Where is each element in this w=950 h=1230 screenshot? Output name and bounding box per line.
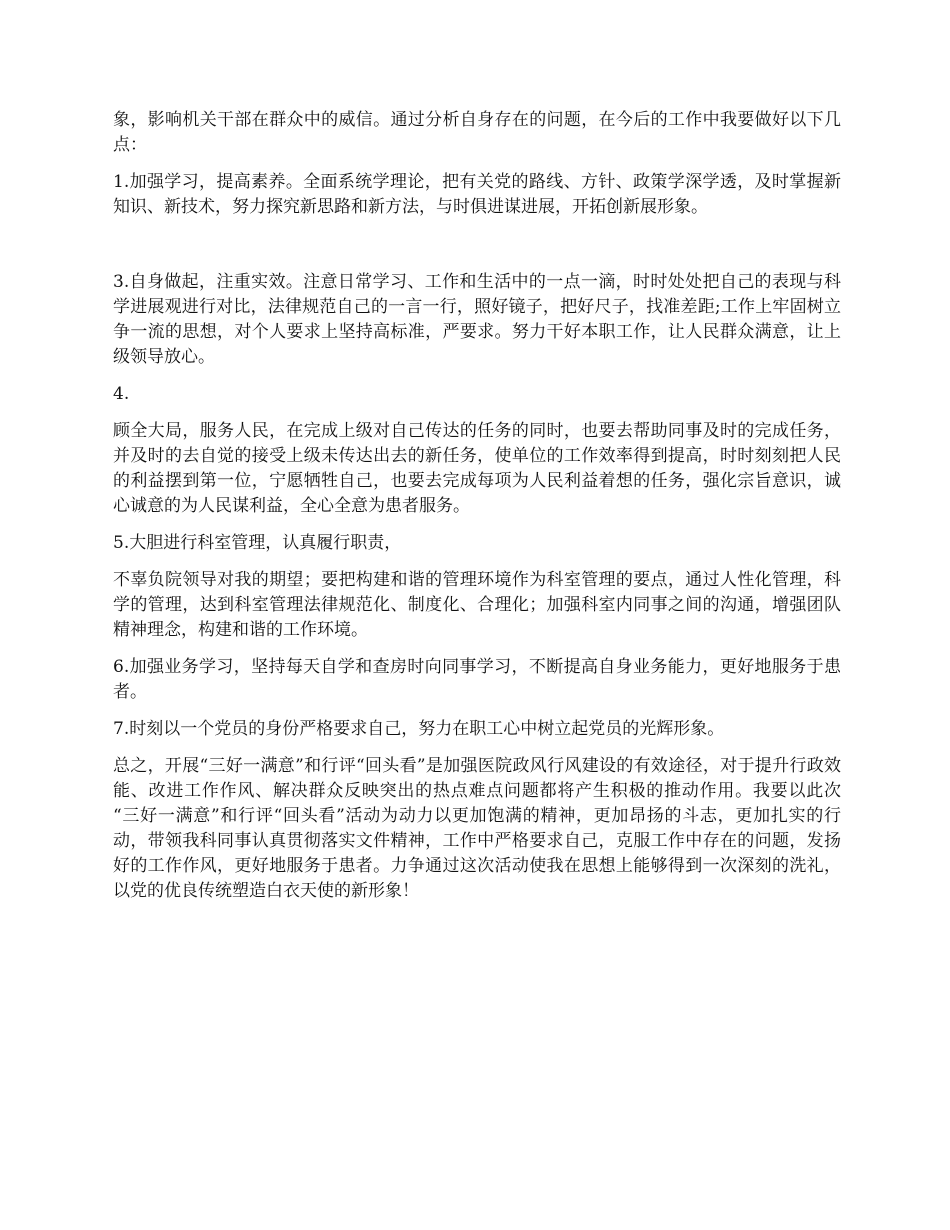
blank-gap bbox=[113, 232, 841, 270]
point-4-paragraph: 顾全大局，服务人民，在完成上级对自己传达的任务的同时，也要去帮助同事及时的完成任务，并及时的去自觉的接受上级未传达出去的新任务，使单位的工作效率得到提高，时时刻刻把人民的利益摆到第一位，宁愿牺牲自己，也要去完成每项为人民利益着想的任务，强化宗旨意识，诚心诚意的为人民谋利益，全心全意为患者服务。 bbox=[113, 421, 841, 516]
point-6-paragraph: 6.加强业务学习，坚持每天自学和查房时向同事学习，不断提高自身业务能力，更好地服务于患者。 bbox=[113, 657, 841, 702]
point-3-paragraph: 3.自身做起，注重实效。注意日常学习、工作和生活中的一点一滴，时时处处把自己的表现与科学进展观进行对比，法律规范自己的一言一行，照好镜子，把好尺子，找准差距;工作上牢固树立争一流的思想，对个人要求上坚持高标准，严要求。努力干好本职工作，让人民群众满意，让上级领导放心。 bbox=[113, 272, 841, 367]
document-page bbox=[113, 108, 841, 916]
point-4-heading: 4. bbox=[113, 384, 130, 404]
conclusion-paragraph: 总之，开展“三好一满意”和行评“回头看”是加强医院政风行风建设的有效途径，对于提升行政效能、改进工作作风、解决群众反映突出的热点难点问题都将产生积极的推动作用。我要以此次 “三好一满意”和行评“回头看”活动为动力以更加饱满的精神，更加昂扬的斗志，更加扎实的行动，带领我科同事认真贯彻落实文件精神，工作中严格要求自己，克服工作中存在的问题，发扬好的工作作风，更好地服务于患者。力争通过这次活动使我在思想上能够得到一次深刻的洗礼，以党的优良传统塑造白衣天使的新形象！ bbox=[113, 756, 841, 901]
point-5-paragraph: 不辜负院领导对我的期望；要把构建和谐的管理环境作为科室管理的要点，通过人性化管理，科学的管理，达到科室管理法律规范化、制度化、合理化；加强科室内同事之间的沟通，增强团队精神理念，构建和谐的工作环境。 bbox=[113, 570, 841, 640]
point-1-paragraph: 1.加强学习，提高素养。全面系统学理论，把有关党的路线、方针、政策学深学透，及时掌握新知识、新技术，努力探究新思路和新方法，与时俱进谋进展，开拓创新展形象。 bbox=[113, 172, 841, 217]
intro-paragraph: 象，影响机关干部在群众中的威信。通过分析自身存在的问题，在今后的工作中我要做好以下几点： bbox=[113, 110, 841, 155]
point-7-paragraph: 7.时刻以一个党员的身份严格要求自己，努力在职工心中树立起党员的光辉形象。 bbox=[113, 719, 725, 739]
point-5-heading: 5.大胆进行科室管理，认真履行职责， bbox=[113, 533, 402, 553]
